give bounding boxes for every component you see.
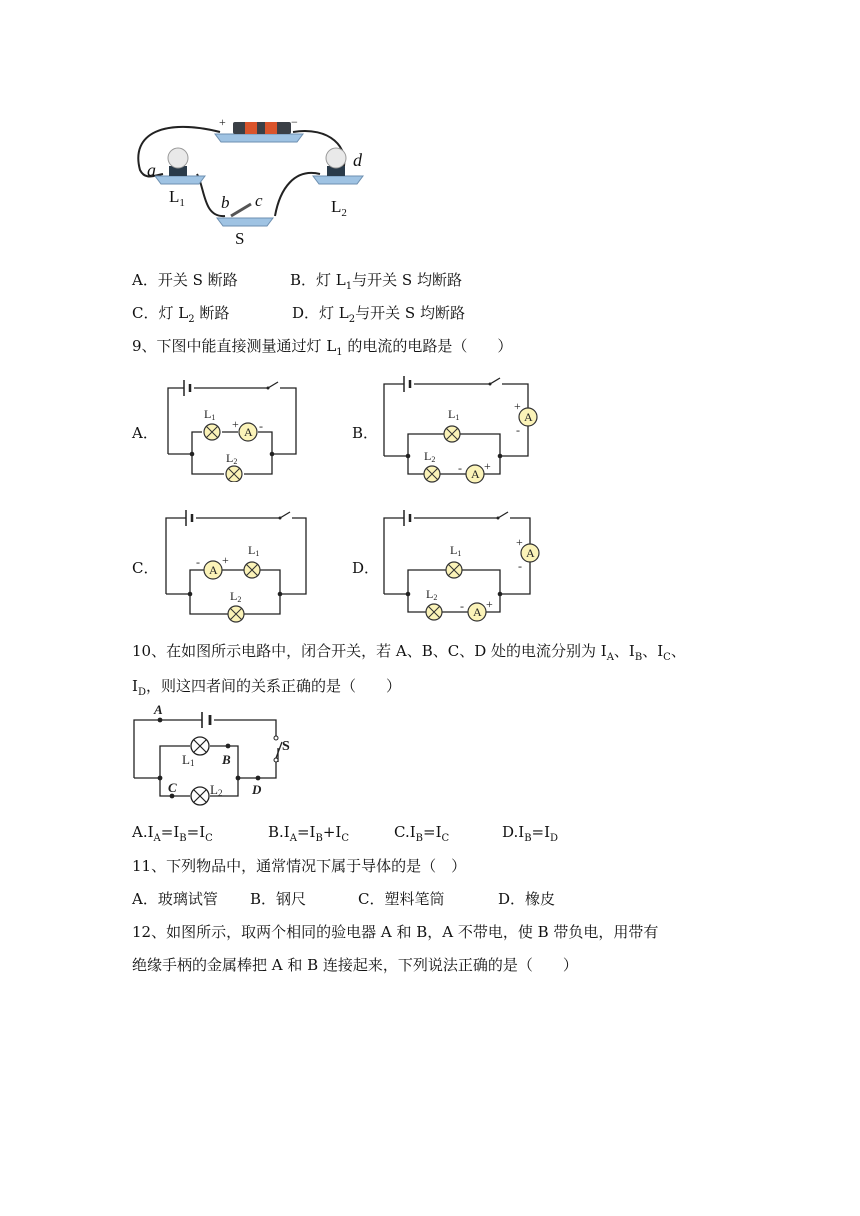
svg-text:S: S [282,739,290,754]
q8-option-a: A．开关 S 断路 [132,271,238,289]
q12-stem-line1: 12、如图所示，取两个相同的验电器 A 和 B，A 不带电，使 B 带负电，用带有 [132,923,659,941]
q8-option-c: C．灯 $L_2$ 断路 [132,304,230,325]
point-b-label: b [221,193,230,212]
q10-option-c: $C.I_B=I_C$ [394,823,450,844]
point-a-label: a [147,160,156,180]
svg-text:L2 [331,197,347,219]
svg-text:A: A [154,702,163,717]
l1-sub: 1 [179,197,185,209]
svg-text:A: A [526,546,535,560]
svg-text:D: D [252,782,262,797]
svg-text:L1: L1 [182,752,195,768]
svg-text:L2: L2 [210,782,223,798]
q9-label-a: A． [132,424,158,442]
svg-text:L2: L2 [230,589,242,604]
battery-minus-label: − [291,115,298,129]
svg-text:L2: L2 [226,451,238,466]
svg-text:A: A [524,410,533,424]
svg-text:L2: L2 [424,449,436,464]
svg-text:A: A [244,425,253,439]
q9-circuit-b [378,372,543,492]
switch-s-label: S [235,229,245,248]
q11-option-d: D．橡皮 [498,890,556,908]
svg-text:+: + [222,553,229,567]
svg-text:L2: L2 [426,587,438,602]
l1-label: L [169,187,180,206]
svg-text:L1: L1 [204,407,216,422]
q12-stem-line2: 绝缘手柄的金属棒把 A 和 B 连接起来，下列说法正确的是（ ） [132,956,578,974]
l2-sub: 2 [341,207,347,219]
point-d-label: d [353,150,362,170]
q10-stem-line1: 10、在如图所示电路中，闭合开关，若 A、B、C、D 处的电流分别为 $I_A$、$I_B$、$I_C$、 [132,642,686,663]
l2-label: L [331,197,342,216]
battery-plus-label: + [219,115,226,129]
q9-circuit-a [160,372,310,482]
point-c-label: c [255,191,263,210]
svg-text:-: - [516,423,520,437]
q9-circuit-c [160,504,320,629]
svg-text:+: + [486,597,493,611]
q11-option-a: A．玻璃试管 [132,890,218,908]
q10-circuit-figure [126,700,296,810]
svg-text:+: + [232,417,239,431]
svg-text:-: - [259,419,263,433]
svg-text:+: + [514,399,521,413]
svg-text:A: A [473,605,482,619]
svg-text:-: - [518,559,522,573]
q9-label-d: D． [352,559,380,577]
q8-option-d: D．灯 $L_2$与开关 S 均断路 [292,304,465,325]
svg-text:-: - [196,555,200,569]
svg-text:B: B [222,752,231,767]
svg-text:A: A [209,563,218,577]
svg-text:+: + [516,535,523,549]
svg-text:-: - [460,599,464,613]
q10-option-a: $A.I_A=I_B=I_C$ [132,823,213,844]
q9-label-c: C． [132,559,159,577]
q9-circuit-d [378,504,543,629]
q10-option-b: $B.I_A=I_B+I_C$ [268,823,349,844]
svg-text:L1 [169,187,185,209]
q10-option-d: $D.I_B=I_D$ [502,823,559,844]
q8-option-b: B．灯 $L_1$与开关 S 均断路 [290,271,462,292]
q9-label-b: B． [352,424,379,442]
svg-text:A: A [471,467,480,481]
svg-text:L1: L1 [448,407,460,422]
svg-text:-: - [458,461,462,475]
q11-option-c: C．塑料笔筒 [358,890,445,908]
q8-circuit-figure [125,108,385,248]
svg-text:+: + [484,459,491,473]
q11-stem: 11、下列物品中，通常情况下属于导体的是（ ） [132,857,467,875]
svg-text:C: C [168,780,177,795]
q10-stem-line2: $I_D$，则这四者间的关系正确的是（ ） [132,677,401,698]
svg-text:L1: L1 [248,543,260,558]
q9-stem: 9、下图中能直接测量通过灯 $L_1$ 的电流的电路是（ ） [132,337,513,358]
q11-option-b: B．钢尺 [250,890,307,908]
svg-text:L1: L1 [450,543,462,558]
